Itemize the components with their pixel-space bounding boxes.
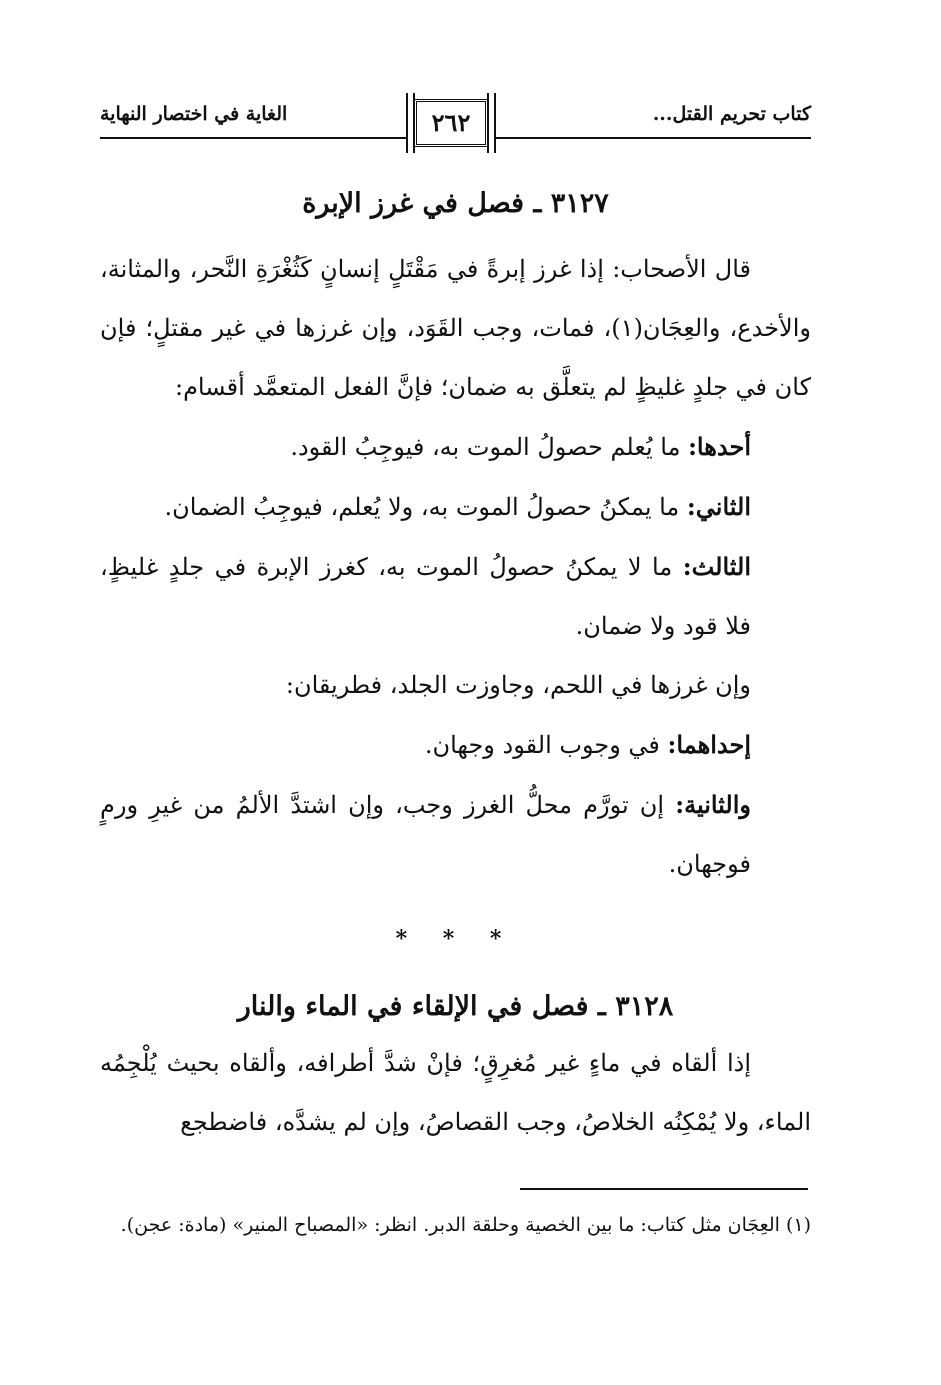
list-item [100, 417, 811, 477]
item-text: ما يُعلم حصولُ الموت به، فيوجِبُ القود. [290, 433, 689, 461]
footnote: (١) العِجَان مثل كتاب: ما بين الخصية وحلقة الدبر. انظر: «المصباح المنير» (مادة: عجن). [120, 1214, 811, 1236]
list-item [100, 775, 811, 894]
list-item [100, 477, 811, 537]
running-header [100, 85, 811, 165]
list-item [100, 715, 811, 775]
section-separator: * * * [395, 926, 516, 952]
list-item [100, 537, 811, 656]
page-number: ٢٦٢ [431, 108, 471, 137]
item-text: ما لا يمكنُ حصولُ الموت به، كغرز الإبرة في جلدٍ غليظٍ، فلا قود ولا ضمان. [100, 553, 751, 640]
section-heading-3128: ٣١٢٨ ـ فصل في الإلقاء في الماء والنار [237, 991, 674, 1022]
item-label: إحداهما: [667, 730, 751, 759]
book-title: كتاب تحريم القتل... [652, 103, 811, 125]
paragraph: إذا ألقاه في ماءٍ غير مُغرِقٍ؛ فإنْ شدَّ أطرافه، وألقاه بحيث يُلْجِمُه الماء، ولا يُمْكِنُه الخلاصُ، وجب القصاصُ، وإن لم يشدَّه، فاضطجع [100, 1049, 811, 1136]
item-label: الثالث: [682, 552, 751, 581]
item-label: الثاني: [686, 492, 751, 521]
item-text: إن تورَّم محلُّ الغرز وجب، وإن اشتدَّ الألمُ من غيرِ ورمٍ فوجهان. [100, 791, 751, 878]
paragraph: قال الأصحاب: إذا غرز إبرةً في مَقْتَلٍ إنسانٍ كَثُغْرَةِ النَّحر، والمثانة، والأخدع، والعِجَان(١)، فمات، وجب القَوَد، وإن غرزها في غير مقتلٍ؛ فإن كان في جلدٍ غليظٍ لم يتعلَّق به ضمان؛ فإنَّ الفعل المتعمَّد أقسام: [100, 255, 811, 401]
item-text: ما يمكنُ حصولُ الموت به، ولا يُعلم، فيوجِبُ الضمان. [164, 493, 687, 521]
item-text: في وجوب القود وجهان. [424, 731, 668, 759]
item-label: والثانية: [675, 790, 751, 819]
section-heading-3127: ٣١٢٧ ـ فصل في غرز الإبرة [302, 188, 609, 219]
page-body [100, 180, 811, 1152]
paragraph: وإن غرزها في اللحم، وجاوزت الجلد، فطريقان: [285, 671, 751, 699]
item-label: أحدها: [688, 432, 751, 461]
footnote-rule [520, 1188, 808, 1190]
chapter-title: الغاية في اختصار النهاية [100, 103, 288, 125]
page-number-frame [406, 93, 496, 153]
